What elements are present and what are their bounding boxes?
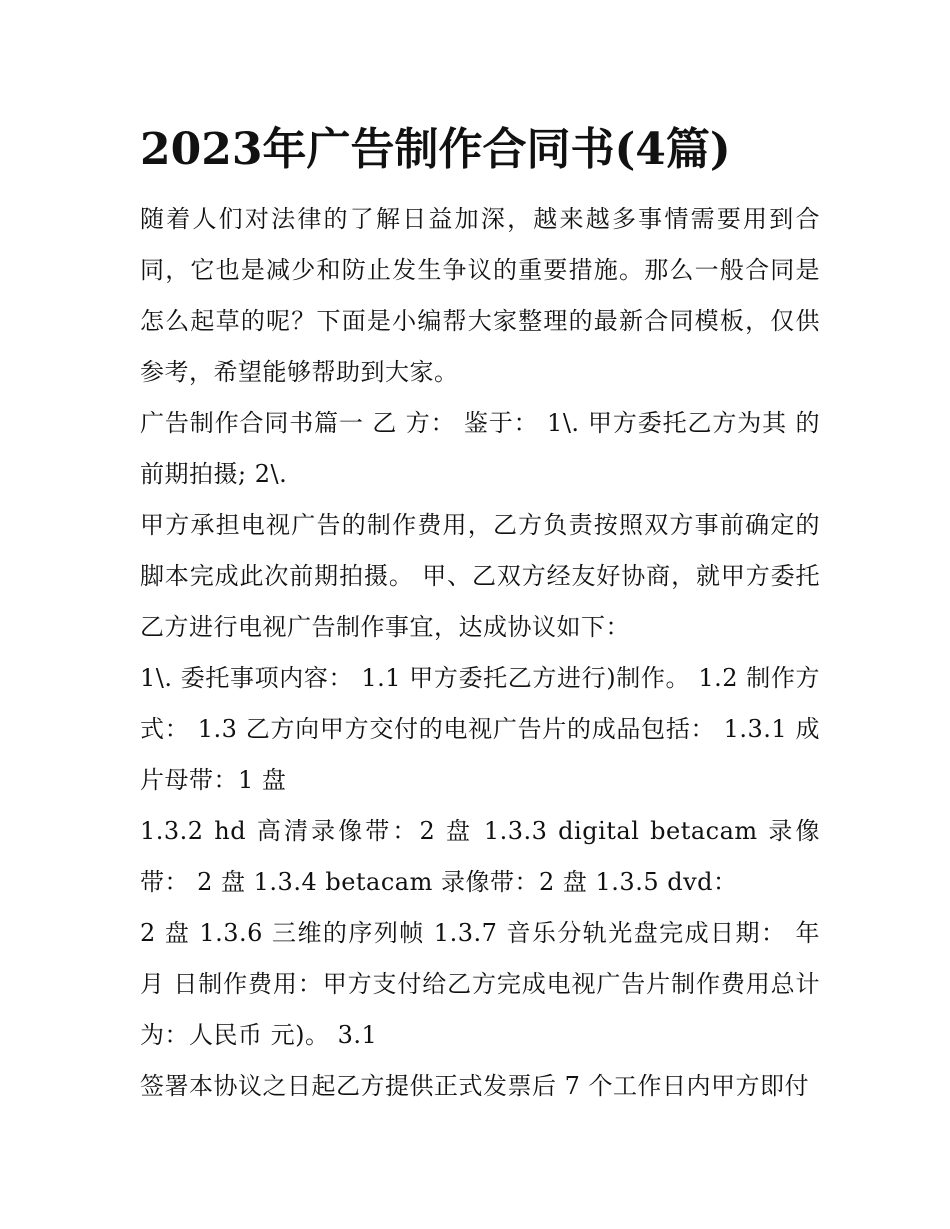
payment-paragraph: 签署本协议之日起乙方提供正式发票后 7 个工作日内甲方即付 [140,1072,810,1100]
tape-items-paragraph: 1.3.2 hd 高清录像带：2 盘 1.3.3 digital betacam 录像带： 2 盘 1.3.4 betacam 录像带：2 盘 1.3.5 dvd： [140,817,820,896]
fee-paragraph: 2 盘 1.3.6 三维的序列帧 1.3.7 音乐分轨光盘完成日期： 年 月 日制作费用：甲方支付给乙方完成电视广告片制作费用总计为：人民币 元)。 3.1 [140,919,820,1049]
commission-items-paragraph: 1\. 委托事项内容： 1.1 甲方委托乙方进行)制作。 1.2 制作方式： 1.3 乙方向甲方交付的电视广告片的成品包括： 1.3.1 成片母带：1 盘 [140,664,820,794]
intro-paragraph: 随着人们对法律的了解日益加深，越来越多事情需要用到合同，它也是减少和防止发生争议的重要措施。那么一般合同是怎么起草的呢？下面是小编帮大家整理的最新合同模板，仅供参考，希望能够帮助到大家。 [140,205,820,386]
contract-heading-paragraph: 广告制作合同书篇一 乙 方： 鉴于： 1\. 甲方委托乙方为其 的前期拍摄; 2\. [140,409,820,488]
document-title [140,118,820,182]
agreement-paragraph: 甲方承担电视广告的制作费用，乙方负责按照双方事前确定的脚本完成此次前期拍摄。 甲、乙双方经友好协商，就甲方委托乙方进行电视广告制作事宜，达成协议如下： [140,511,820,641]
document-body [140,118,820,1112]
document-title-text: 2023年广告制作合同书(4篇) [140,124,731,175]
